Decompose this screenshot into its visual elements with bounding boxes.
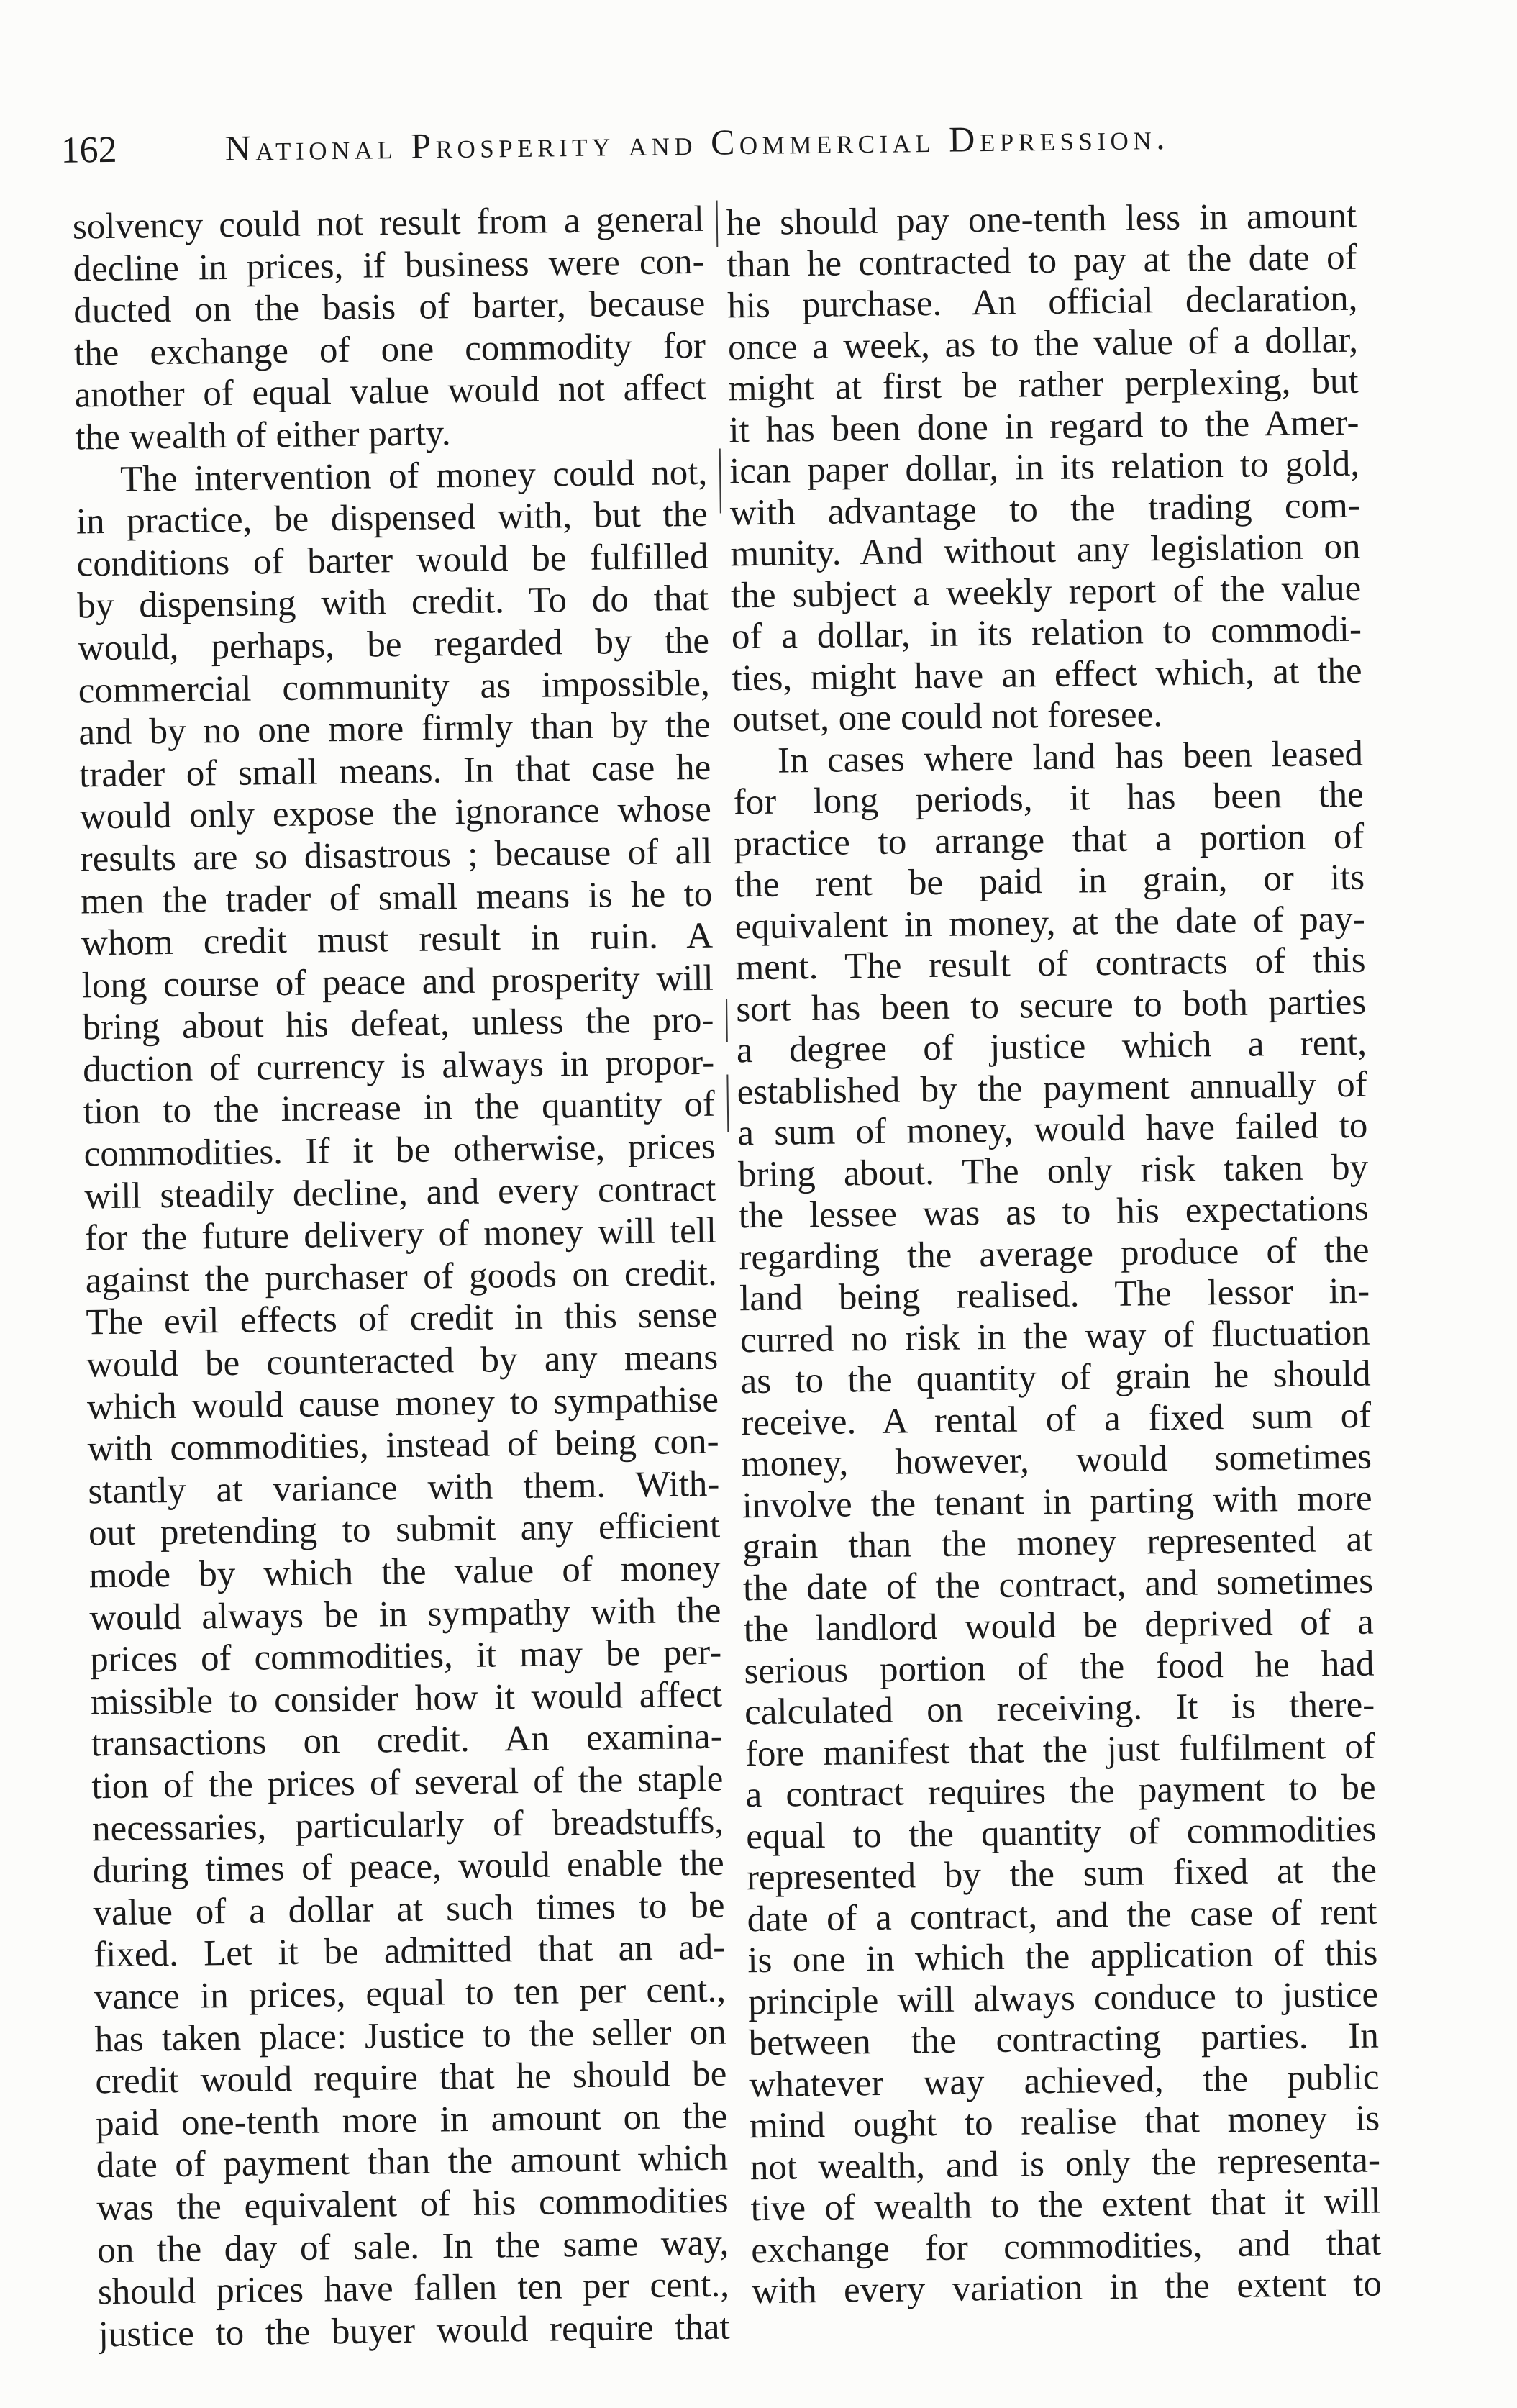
text-line: duction of currency is always in propor-: [82, 1042, 715, 1091]
text-line: established by the payment annually of: [737, 1064, 1367, 1112]
text-line: regarding the average produce of the: [739, 1230, 1370, 1278]
text-line: ducted on the basis of barter, because: [73, 283, 706, 332]
text-line: missible to consider how it would affect: [90, 1674, 723, 1723]
text-line: a contract requires the payment to be: [745, 1767, 1376, 1816]
text-line: tion to the increase in the quantity of: [83, 1084, 716, 1132]
text-line: necessaries, particularly of breadstuffs,: [91, 1801, 724, 1849]
text-line: credit would require that he should be: [95, 2053, 727, 2102]
text-line: than he contracted to pay at the date of: [726, 237, 1357, 285]
text-line: land being realised. The lessor in-: [739, 1271, 1370, 1319]
text-line: commodities. If it be otherwise, prices: [83, 1126, 716, 1175]
text-line: should prices have fallen ten per cent.,: [97, 2264, 730, 2313]
text-line: on the day of sale. In the same way,: [96, 2222, 729, 2271]
text-line: bring about. The only risk taken by: [737, 1147, 1369, 1195]
text-line: the landlord would be deprived of a: [743, 1601, 1375, 1650]
text-line: of a dollar, in its relation to commodi-: [731, 609, 1362, 658]
text-line: long course of peace and prosperity will: [81, 958, 714, 1007]
book-page: [43, 99, 1423, 2374]
text-line: decline in prices, if business were con-: [73, 241, 705, 290]
text-line: results are so disastrous ; because of all: [80, 831, 712, 880]
text-line: the rent be paid in grain, or its: [734, 857, 1365, 906]
text-line: The intervention of money could not,: [119, 452, 708, 500]
text-line: the date of the contract, and sometimes: [742, 1560, 1374, 1609]
text-line: it has been done in regard to the Amer-: [729, 402, 1359, 450]
text-line: trader of small means. In that case he: [78, 747, 711, 796]
text-line: outset, one could not foresee.: [732, 694, 1163, 740]
text-line: between the contracting parties. In: [748, 2015, 1380, 2064]
column-rule-segment: [719, 449, 721, 514]
text-line: would be counteracted by any means: [86, 1337, 719, 1386]
text-line: tive of wealth to the extent that it will: [750, 2181, 1381, 2230]
text-line: not wealth, and is only the representa-: [750, 2140, 1381, 2188]
text-line: with advantage to the trading com-: [729, 485, 1361, 533]
text-line: tion of the prices of several of the staple: [91, 1758, 724, 1807]
text-line: sort has been to secure to both parties: [735, 981, 1367, 1030]
text-line: whom credit must result in ruin. A: [81, 915, 714, 964]
text-line: equivalent in money, at the date of pay-: [734, 899, 1366, 947]
text-line: receive. A rental of a fixed sum of: [740, 1395, 1372, 1443]
running-head: [43, 99, 1395, 171]
text-line: would only expose the ignorance whose: [79, 789, 712, 837]
text-line: the subject a weekly report of the value: [730, 568, 1362, 616]
text-line: calculated on receiving. It is there-: [744, 1684, 1375, 1733]
text-line: will steadily decline, and every contract: [84, 1168, 716, 1217]
text-line: ties, might have an effect which, at the: [732, 650, 1362, 699]
text-line: conditions of barter would be fulfilled: [76, 536, 709, 585]
text-line: equal to the quantity of commodities: [745, 1809, 1377, 1857]
text-line: mind ought to realise that money is: [749, 2098, 1380, 2147]
text-line: ican paper dollar, in its relation to gold,: [729, 443, 1360, 492]
text-line: once a week, as to the value of a dollar,: [727, 319, 1359, 368]
text-line: date of payment than the amount which: [96, 2137, 729, 2186]
text-line: out pretending to submit any efficient: [88, 1506, 721, 1554]
text-line: The evil effects of credit in this sense: [86, 1295, 718, 1343]
text-line: and by no one more firmly than by the: [78, 704, 711, 753]
text-line: the exchange of one commodity for: [73, 325, 706, 374]
text-line: as to the quantity of grain he should: [740, 1353, 1371, 1402]
right-column: [726, 196, 1382, 2313]
text-line: serious portion of the food he had: [744, 1643, 1375, 1691]
text-line: was the equivalent of his commodities: [96, 2180, 729, 2229]
text-line: prices of commodities, it may be per-: [89, 1632, 722, 1681]
text-line: munity. And without any legislation on: [730, 526, 1361, 575]
text-line: grain than the money represented at: [742, 1519, 1373, 1568]
text-line: In cases where land has been leased: [777, 733, 1364, 781]
text-line: paid one-tenth more in amount on the: [95, 2096, 728, 2145]
text-line: with every variation in the extent to: [751, 2263, 1382, 2312]
text-line: a sum of money, would have failed to: [737, 1105, 1368, 1154]
page-number: 162: [60, 129, 117, 171]
text-line: might at first be rather perplexing, but: [728, 360, 1359, 409]
text-line: commercial community as impossible,: [78, 663, 711, 711]
text-line: has taken place: Justice to the seller on: [94, 2012, 726, 2060]
text-line: stantly at variance with them. With-: [88, 1463, 720, 1512]
text-line: value of a dollar at such times to be: [93, 1885, 725, 1934]
text-line: men the trader of small means is he to: [81, 873, 713, 922]
text-line: involve the tenant in parting with more: [742, 1478, 1372, 1526]
text-line: curred no risk in the way of fluctuation: [739, 1312, 1371, 1360]
text-line: transactions on credit. An examina-: [91, 1717, 723, 1765]
text-line: his purchase. An official declaration,: [726, 278, 1358, 327]
text-line: justice to the buyer would require that: [98, 2307, 730, 2355]
text-line: a degree of justice which a rent,: [736, 1022, 1367, 1071]
running-title: National Prosperity and Commercial Depression.: [224, 116, 1170, 168]
text-line: whatever way achieved, the public: [749, 2057, 1380, 2105]
text-line: bring about his defeat, unless the pro-: [82, 999, 714, 1048]
column-rule-segment: [726, 999, 728, 1042]
text-line: in practice, be dispensed with, but the: [76, 494, 709, 542]
text-line: for long periods, it has been the: [733, 774, 1365, 823]
left-column: [73, 199, 730, 2356]
text-line: for the future delivery of money will tell: [84, 1210, 717, 1259]
paragraph: [726, 196, 1363, 741]
text-line: represented by the sum fixed at the: [746, 1850, 1377, 1899]
text-line: date of a contract, and the case of rent: [747, 1891, 1377, 1940]
paragraph: [73, 199, 707, 459]
text-line: vance in prices, equal to ten per cent.,: [94, 1969, 726, 2018]
text-line: exchange for commodities, and that: [750, 2222, 1382, 2271]
text-line: he should pay one-tenth less in amount: [726, 195, 1357, 244]
text-line: which would cause money to sympathise: [86, 1379, 719, 1428]
text-line: practice to arrange that a portion of: [734, 816, 1365, 864]
text-line: during times of peace, would enable the: [92, 1843, 725, 1891]
text-line: against the purchaser of goods on credit.: [85, 1253, 718, 1301]
text-line: is one in which the application of this: [747, 1932, 1378, 1981]
paragraph: [733, 733, 1382, 2313]
text-line: would, perhaps, be regarded by the: [77, 620, 710, 669]
text-line: mode by which the value of money: [88, 1548, 721, 1596]
text-line: the wealth of either party.: [75, 413, 451, 458]
column-rule-segment: [726, 1074, 729, 1132]
text-line: money, however, would sometimes: [741, 1436, 1372, 1485]
text-line: would always be in sympathy with the: [89, 1590, 721, 1638]
text-line: with commodities, instead of being con-: [87, 1421, 719, 1470]
text-line: ment. The result of contracts of this: [735, 940, 1366, 989]
text-line: principle will always conduce to justice: [747, 1974, 1379, 2022]
text-line: another of equal value would not affect: [74, 368, 707, 416]
text-line: solvency could not result from a general: [72, 199, 705, 247]
text-line: fore manifest that the just fulfilment of: [744, 1726, 1376, 1774]
column-rule-segment: [716, 201, 719, 247]
paragraph: [76, 451, 730, 2355]
text-line: by dispensing with credit. To do that: [77, 578, 709, 627]
text-line: fixed. Let it be admitted that an ad-: [93, 1927, 726, 1976]
text-line: the lessee was as to his expectations: [738, 1188, 1370, 1237]
